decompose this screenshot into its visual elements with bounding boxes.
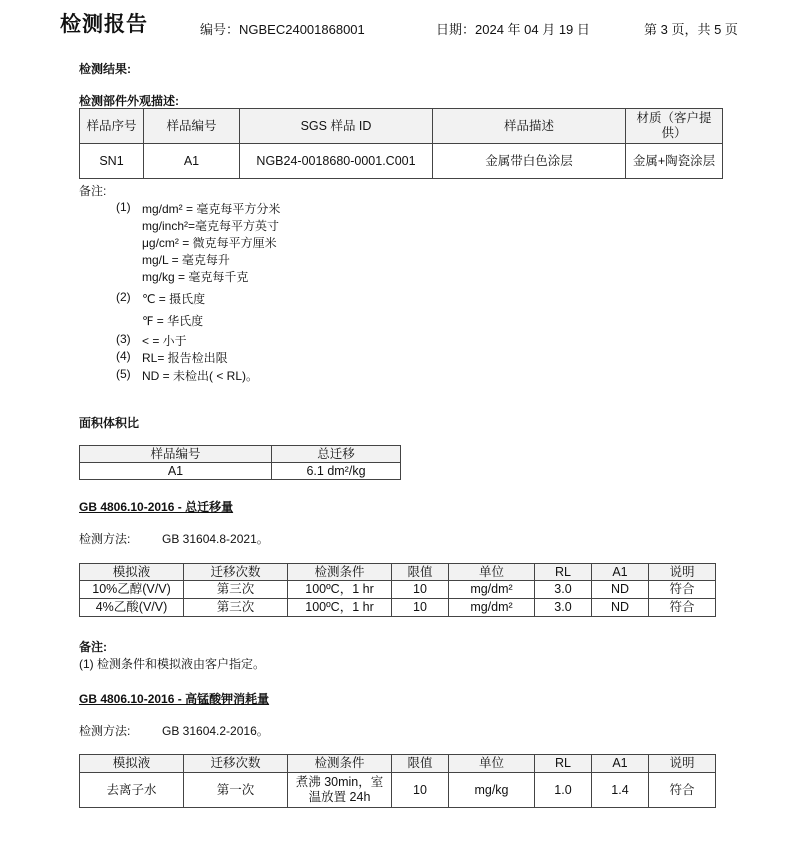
migration-table-header: 单位: [449, 564, 535, 581]
table-cell: 10: [392, 599, 449, 617]
ratio-table-header: 样品编号: [80, 446, 272, 463]
table-cell: ND: [592, 581, 649, 599]
table-row: [80, 144, 723, 179]
ratio-table: [79, 445, 401, 480]
page-indicator: 第 3 页，共 5 页: [644, 22, 738, 37]
sample-table-header: SGS 样品 ID: [240, 109, 433, 144]
table-cell: 金属带白色涂层: [433, 144, 626, 179]
note-line: ND = 未检出( < RL)。: [142, 369, 259, 383]
note-number: (3): [116, 332, 131, 346]
table-cell: ND: [592, 599, 649, 617]
note-line: < = 小于: [142, 334, 187, 348]
table-cell: 符合: [649, 599, 716, 617]
migration-table: [79, 563, 716, 617]
section1-note: (1) 检测条件和模拟液由客户指定。: [79, 657, 266, 671]
note-line: μg/cm² = 微克每平方厘米: [142, 236, 277, 250]
table-cell: 1.0: [535, 773, 592, 808]
report-number: 编号：NGBEC24001868001: [200, 22, 365, 37]
sample-table-header: 样品编号: [144, 109, 240, 144]
notes-label: 备注:: [79, 184, 107, 198]
note-line: ℃ = 摄氏度: [142, 292, 206, 306]
table-cell: 第三次: [184, 581, 288, 599]
table-cell: 第三次: [184, 599, 288, 617]
note-number: (1): [116, 200, 131, 214]
table-cell: 符合: [649, 773, 716, 808]
note-line: ℉ = 华氏度: [142, 314, 204, 328]
sample-table-header: 材质（客户提供）: [626, 109, 723, 144]
results-heading: 检测结果:: [79, 62, 131, 76]
permanganate-table-header: A1: [592, 755, 649, 773]
permanganate-table-header: RL: [535, 755, 592, 773]
note-line: mg/inch²=毫克每平方英寸: [142, 219, 280, 233]
sample-table: [79, 108, 723, 179]
table-cell: SN1: [80, 144, 144, 179]
table-cell: 第一次: [184, 773, 288, 808]
sample-table-header: 样品序号: [80, 109, 144, 144]
migration-table-header: 检测条件: [288, 564, 392, 581]
table-cell: 6.1 dm²/kg: [272, 463, 401, 480]
table-row: [80, 463, 401, 480]
note-number: (2): [116, 290, 131, 304]
table-cell: mg/dm²: [449, 581, 535, 599]
table-cell: 金属+陶瓷涂层: [626, 144, 723, 179]
permanganate-table: [79, 754, 716, 808]
table-row: [80, 773, 716, 808]
table-cell: mg/dm²: [449, 599, 535, 617]
table-cell: 4%乙酸(V/V): [80, 599, 184, 617]
table-cell: 煮沸 30min，室温放置 24h: [288, 773, 392, 808]
table-row: [80, 581, 716, 599]
migration-table-header: RL: [535, 564, 592, 581]
migration-table-header: A1: [592, 564, 649, 581]
table-cell: A1: [144, 144, 240, 179]
method-value: GB 31604.8-2021。: [162, 532, 269, 546]
note-number: (4): [116, 349, 131, 363]
migration-table-header: 限值: [392, 564, 449, 581]
note-number: (5): [116, 367, 131, 381]
report-title: 检测报告: [60, 13, 148, 36]
permanganate-table-header: 限值: [392, 755, 449, 773]
migration-table-header: 说明: [649, 564, 716, 581]
permanganate-table-header: 单位: [449, 755, 535, 773]
table-row: [80, 599, 716, 617]
table-cell: 100ºC，1 hr: [288, 599, 392, 617]
table-cell: NGB24-0018680-0001.C001: [240, 144, 433, 179]
permanganate-table-header: 说明: [649, 755, 716, 773]
table-cell: A1: [80, 463, 272, 480]
note-line: mg/kg = 毫克每千克: [142, 270, 249, 284]
note-line: mg/dm² = 毫克每平方分米: [142, 202, 281, 216]
migration-table-header: 模拟液: [80, 564, 184, 581]
method-label: 检测方法:: [79, 724, 131, 738]
permanganate-table-header: 模拟液: [80, 755, 184, 773]
table-cell: mg/kg: [449, 773, 535, 808]
permanganate-table-header: 迁移次数: [184, 755, 288, 773]
method-label: 检测方法:: [79, 532, 131, 546]
method-value: GB 31604.2-2016。: [162, 724, 269, 738]
ratio-heading: 面积体积比: [79, 416, 140, 430]
table-cell: 1.4: [592, 773, 649, 808]
section-title-total-migration: GB 4806.10-2016 - 总迁移量: [79, 500, 234, 514]
table-cell: 10%乙醇(V/V): [80, 581, 184, 599]
table-cell: 符合: [649, 581, 716, 599]
table-cell: 10: [392, 773, 449, 808]
table-cell: 去离子水: [80, 773, 184, 808]
appearance-heading: 检测部件外观描述:: [79, 94, 179, 108]
migration-table-header: 迁移次数: [184, 564, 288, 581]
permanganate-table-header: 检测条件: [288, 755, 392, 773]
note-line: RL= 报告检出限: [142, 351, 228, 365]
table-cell: 3.0: [535, 581, 592, 599]
note-line: mg/L = 毫克每升: [142, 253, 230, 267]
sample-table-header: 样品描述: [433, 109, 626, 144]
table-cell: 3.0: [535, 599, 592, 617]
table-cell: 10: [392, 581, 449, 599]
section-title-permanganate: GB 4806.10-2016 - 高锰酸钾消耗量: [79, 692, 270, 706]
table-cell: 100ºC，1 hr: [288, 581, 392, 599]
section1-note-label: 备注:: [79, 640, 107, 654]
ratio-table-header: 总迁移: [272, 446, 401, 463]
report-date: 日期：2024 年 04 月 19 日: [436, 22, 590, 37]
